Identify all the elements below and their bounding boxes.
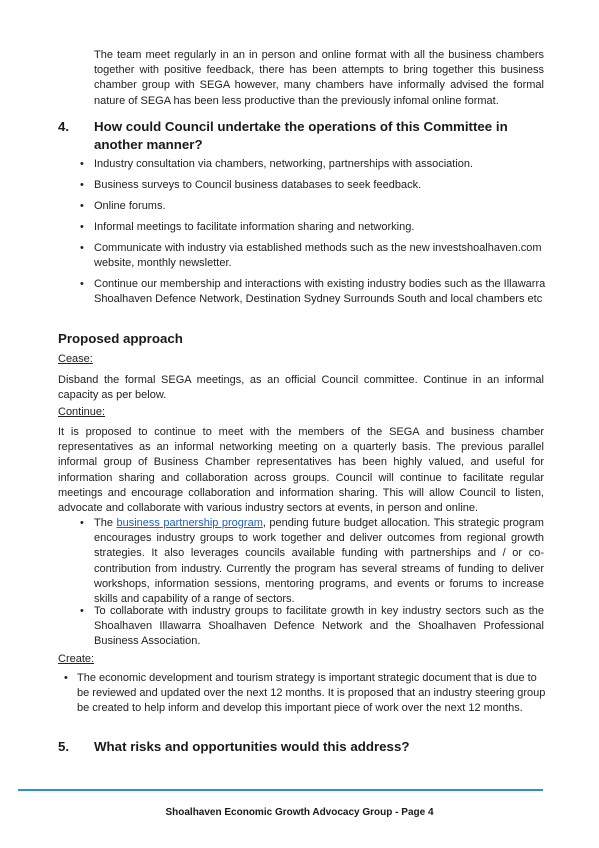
- continue-label: Continue:: [58, 406, 106, 418]
- list-item: Continue our membership and interactions with existing industry bodies such as the Illawarra Shoalhaven Defence Network, Destination Sydney Surrounds South and local chambers etc: [94, 278, 546, 306]
- footer-page-number: Page 4: [401, 807, 434, 818]
- question-5-number: 5.: [58, 739, 70, 754]
- page-footer: [0, 807, 599, 818]
- list-item: [94, 516, 544, 607]
- list-item: To collaborate with industry groups to facilitate growth in key industry sectors such as the Shoalhaven Illawarra Shoalhaven Defence Network and the Shoalhaven Professional Business Association.: [94, 605, 544, 648]
- cease-label: Cease:: [58, 353, 93, 365]
- bullet-icon: •: [80, 278, 84, 290]
- create-label: Create:: [58, 653, 95, 665]
- bullet-icon: •: [80, 242, 84, 254]
- list-item: Online forums.: [94, 200, 166, 212]
- cease-paragraph: Disband the formal SEGA meetings, as an official Council committee. Continue in an informal capacity as per below.: [58, 374, 544, 402]
- footer-org: Shoalhaven Economic Growth Advocacy Group: [165, 807, 393, 818]
- list-item: Informal meetings to facilitate information sharing and networking.: [94, 221, 415, 233]
- bullet-icon: •: [64, 672, 68, 684]
- bullet-text: , pending future budget allocation. This strategic program encourages industry groups to work together and deliver outcomes from regional growth strategies. It also leverages councils available funding with partnerships and / or co-contribution from industry. Currently the program has several streams of funding to deliver workshops, information sessions, mentoring programs, and events or forums to increase skills and capability of a range of sectors.: [94, 517, 544, 606]
- list-item: Communicate with industry via established methods such as the new investshoalhaven.com website, monthly newsletter.: [94, 242, 542, 270]
- footer-rule: [18, 789, 543, 791]
- bullet-icon: •: [80, 158, 84, 170]
- intro-paragraph: The team meet regularly in an in person and online format with all the business chambers together with positive feedback, there has been attempts to bring together this business chamber group with SEGA however, many chambers have informally advised the formal nature of SEGA has been less productive than the previously infomal online format.: [94, 49, 544, 107]
- bullet-icon: •: [80, 605, 84, 617]
- continue-paragraph: It is proposed to continue to meet with the members of the SEGA and business chamber representatives as an informal networking meeting on a quarterly basis. The previous parallel informal group of Business Chamber representatives has been highly valued, and useful for information sharing and collaboration across groups. Council will continue to facilitate regular meetings and encourage collaboration and information sharing. This will allow Council to listen, advocate and collaborate with various industry sectors at events, in person and online.: [58, 426, 544, 515]
- bullet-icon: •: [80, 221, 84, 233]
- bullet-icon: •: [80, 200, 84, 212]
- question-5-text: What risks and opportunities would this address?: [94, 739, 410, 754]
- business-partnership-program-link[interactable]: business partnership program: [116, 517, 263, 529]
- list-item: The economic development and tourism strategy is important strategic document that is due to be reviewed and updated over the next 12 months. It is proposed that an industry steering group be created to help inform and develop this important piece of work over the next 12 months.: [77, 672, 546, 715]
- question-4-text: How could Council undertake the operations of this Committee in another manner?: [94, 119, 508, 152]
- bullet-icon: •: [80, 179, 84, 191]
- question-4-number: 4.: [58, 119, 70, 134]
- proposed-approach-heading: Proposed approach: [58, 331, 183, 346]
- list-item: Industry consultation via chambers, networking, partnerships with association.: [94, 158, 474, 170]
- footer-separator: -: [395, 807, 399, 818]
- bullet-prefix: The: [94, 517, 117, 529]
- bullet-icon: •: [80, 517, 84, 529]
- list-item: Business surveys to Council business databases to seek feedback.: [94, 179, 422, 191]
